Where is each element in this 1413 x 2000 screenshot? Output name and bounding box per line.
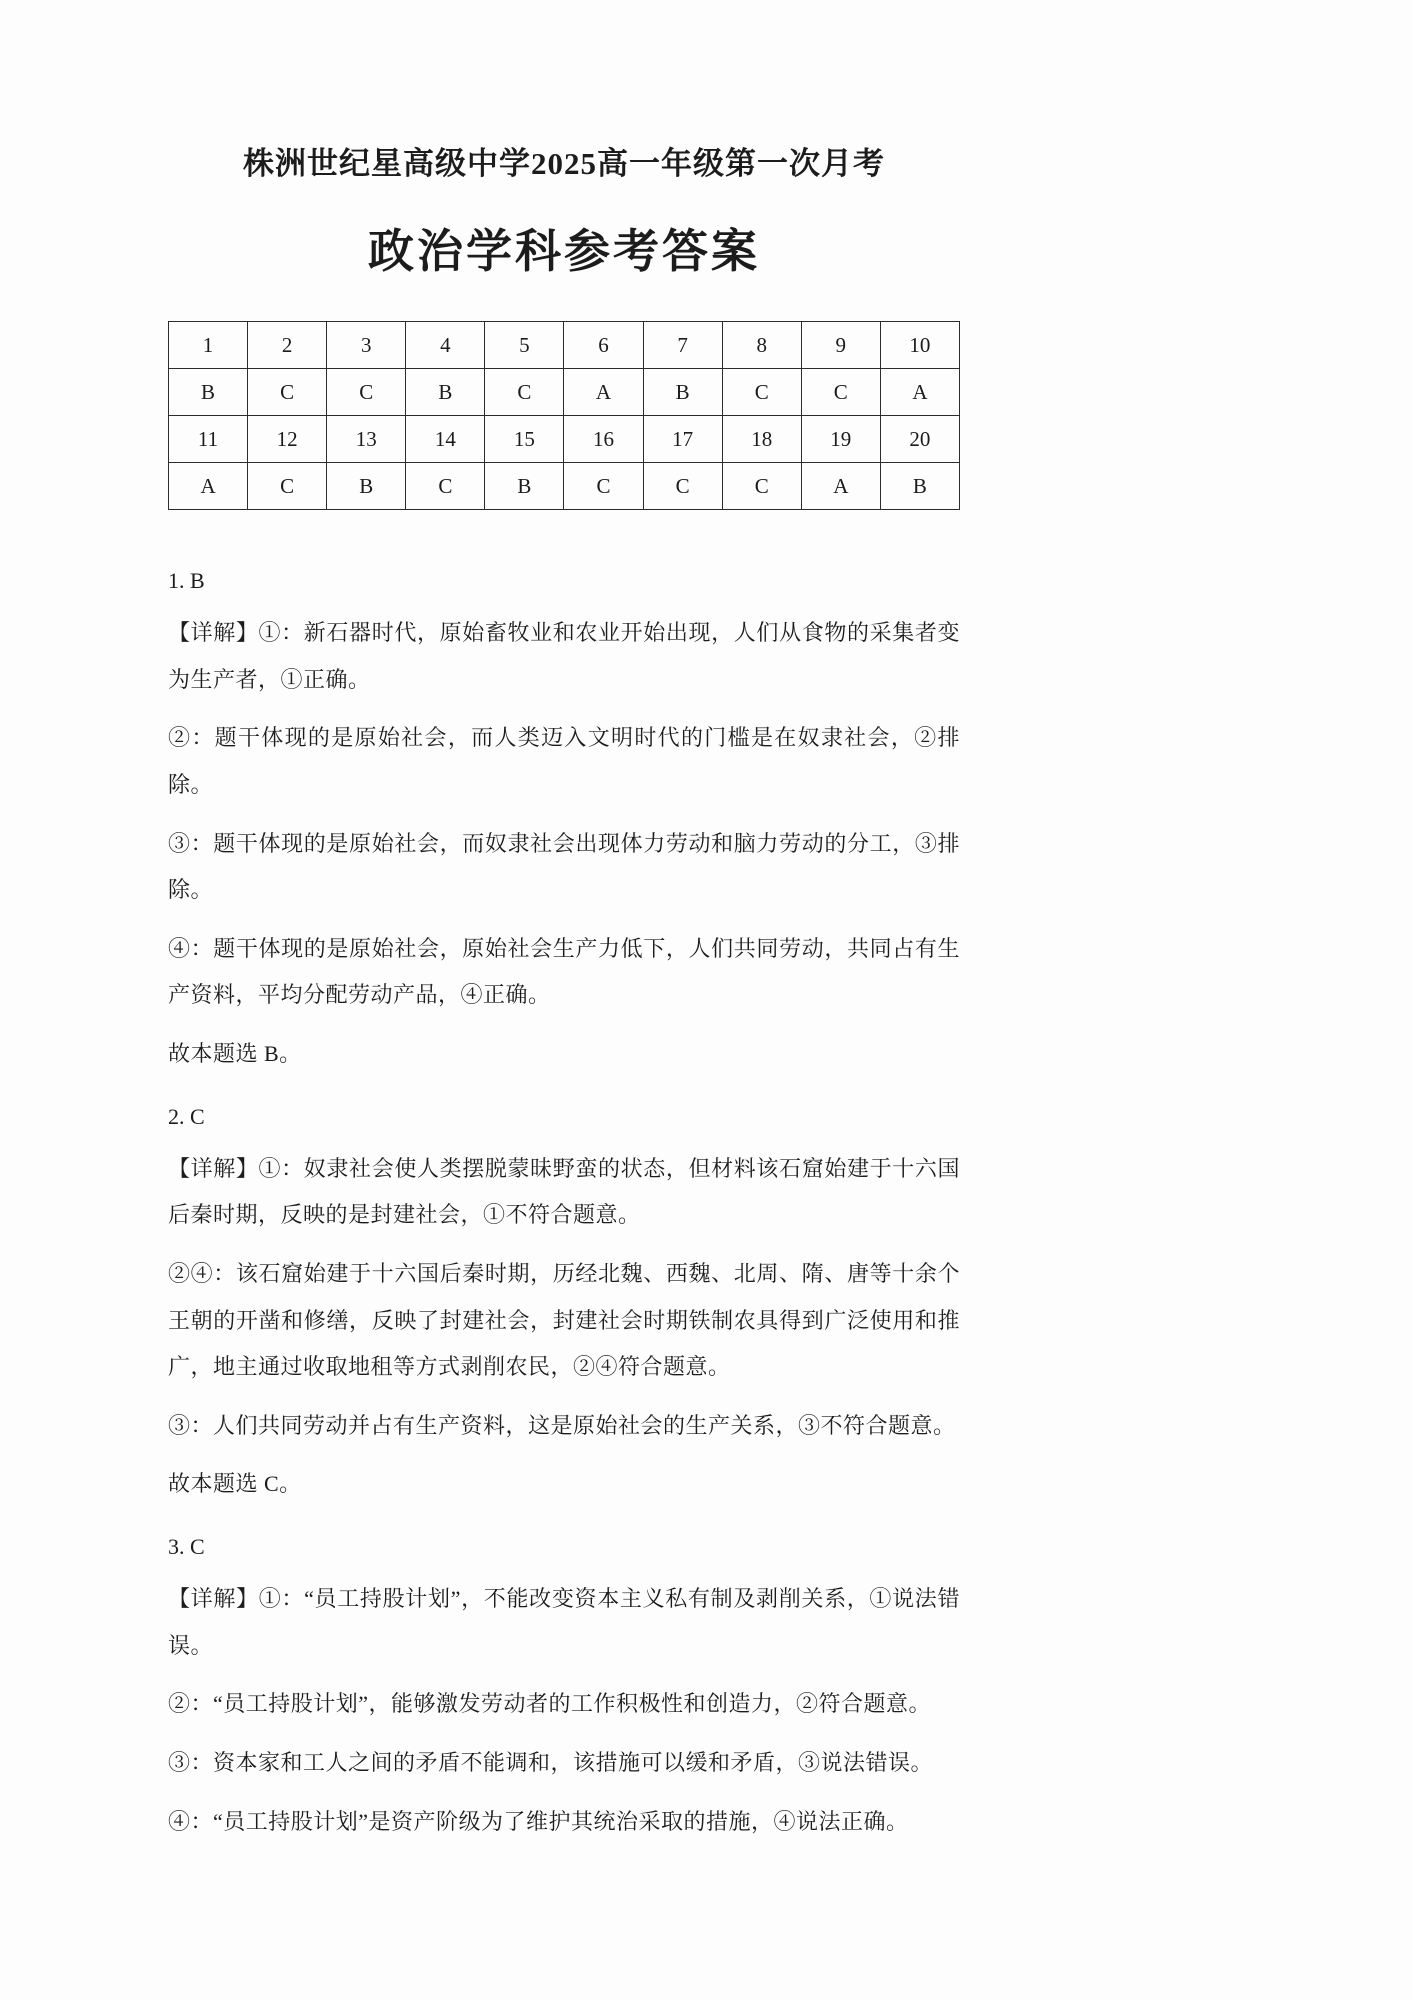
page-subtitle: 政治学科参考答案 <box>368 226 760 277</box>
answer-cell: 15 <box>485 416 564 463</box>
page-title: 株洲世纪星高级中学2025高一年级第一次月考 <box>243 146 885 181</box>
answer-cell: 14 <box>406 416 485 463</box>
answer-cell: C <box>327 369 406 416</box>
answer-cell: 12 <box>248 416 327 463</box>
answer-cell: 16 <box>564 416 643 463</box>
answer-cell: B <box>485 463 564 510</box>
answer-cell: 13 <box>327 416 406 463</box>
explanation-paragraph: ④：题干体现的是原始社会，原始社会生产力低下，人们共同劳动，共同占有生产资料，平均分配劳动产品，④正确。 <box>168 935 960 1008</box>
question-heading: 1. B <box>168 568 205 593</box>
explanation-paragraph: 故本题选 C。 <box>168 1471 302 1497</box>
explanation-paragraph: 【详解】①：“员工持股计划”，不能改变资本主义私有制及剥削关系，①说法错误。 <box>168 1586 960 1658</box>
answer-cell: C <box>248 463 327 510</box>
answer-cell: 2 <box>248 322 327 369</box>
answer-cell: 9 <box>801 322 880 369</box>
answer-cell: B <box>169 369 248 416</box>
answer-cell: 18 <box>722 416 801 463</box>
answer-cell: 11 <box>169 416 248 463</box>
explanation-paragraph: ④：“员工持股计划”是资产阶级为了维护其统治采取的措施，④说法正确。 <box>168 1808 909 1834</box>
answer-cell: 1 <box>169 322 248 369</box>
answer-cell: 5 <box>485 322 564 369</box>
answer-cell: B <box>406 369 485 416</box>
answer-cell: C <box>722 463 801 510</box>
answer-cell: 3 <box>327 322 406 369</box>
answer-cell: B <box>327 463 406 510</box>
answer-table-row <box>169 463 960 510</box>
answer-table-row <box>169 322 960 369</box>
answer-cell: C <box>564 463 643 510</box>
explanation-paragraph: 故本题选 B。 <box>168 1041 302 1066</box>
answer-table-row <box>169 369 960 416</box>
answer-cell: 10 <box>880 322 959 369</box>
explanation-paragraph: ②④：该石窟始建于十六国后秦时期，历经北魏、西魏、北周、隋、唐等十余个王朝的开凿和修缮，反映了封建社会，封建社会时期铁制农具得到广泛使用和推广，地主通过收取地租等方式剥削农民，②④符合题意。 <box>168 1260 960 1380</box>
explanation-paragraph: 【详解】①：奴隶社会使人类摆脱蒙昧野蛮的状态，但材料该石窟始建于十六国后秦时期，反映的是封建社会，①不符合题意。 <box>168 1155 960 1228</box>
explanation-paragraph: ③：题干体现的是原始社会，而奴隶社会出现体力劳动和脑力劳动的分工，③排除。 <box>168 830 960 903</box>
answer-cell: A <box>880 369 959 416</box>
question-heading: 3. C <box>168 1534 205 1559</box>
explanation-paragraph: 【详解】①：新石器时代，原始畜牧业和农业开始出现，人们从食物的采集者变为生产者，①正确。 <box>168 620 960 692</box>
document-content <box>168 0 960 1845</box>
explanations <box>168 568 960 1845</box>
explanation-paragraph: ②：“员工持股计划”，能够激发劳动者的工作积极性和创造力，②符合题意。 <box>168 1691 932 1717</box>
answer-cell: A <box>801 463 880 510</box>
explanation-paragraph: ②：题干体现的是原始社会，而人类迈入文明时代的门槛是在奴隶社会，②排除。 <box>168 725 960 797</box>
answer-cell: 20 <box>880 416 959 463</box>
question-heading: 2. C <box>168 1103 205 1129</box>
explanation-paragraph: ③：资本家和工人之间的矛盾不能调和，该措施可以缓和矛盾，③说法错误。 <box>168 1749 934 1775</box>
answer-cell: 17 <box>643 416 722 463</box>
answer-cell: 8 <box>722 322 801 369</box>
answer-cell: C <box>643 463 722 510</box>
answer-cell: C <box>248 369 327 416</box>
answer-table-row <box>169 416 960 463</box>
answer-cell: C <box>406 463 485 510</box>
answer-table <box>168 321 960 510</box>
answer-cell: A <box>169 463 248 510</box>
answer-cell: A <box>564 369 643 416</box>
answer-cell: 4 <box>406 322 485 369</box>
answer-cell: C <box>485 369 564 416</box>
explanation-paragraph: ③：人们共同劳动并占有生产资料，这是原始社会的生产关系，③不符合题意。 <box>168 1412 956 1438</box>
answer-cell: 19 <box>801 416 880 463</box>
answer-table-body <box>169 322 960 510</box>
answer-cell: B <box>643 369 722 416</box>
answer-cell: B <box>880 463 959 510</box>
answer-cell: 6 <box>564 322 643 369</box>
answer-cell: 7 <box>643 322 722 369</box>
answer-cell: C <box>722 369 801 416</box>
answer-cell: C <box>801 369 880 416</box>
